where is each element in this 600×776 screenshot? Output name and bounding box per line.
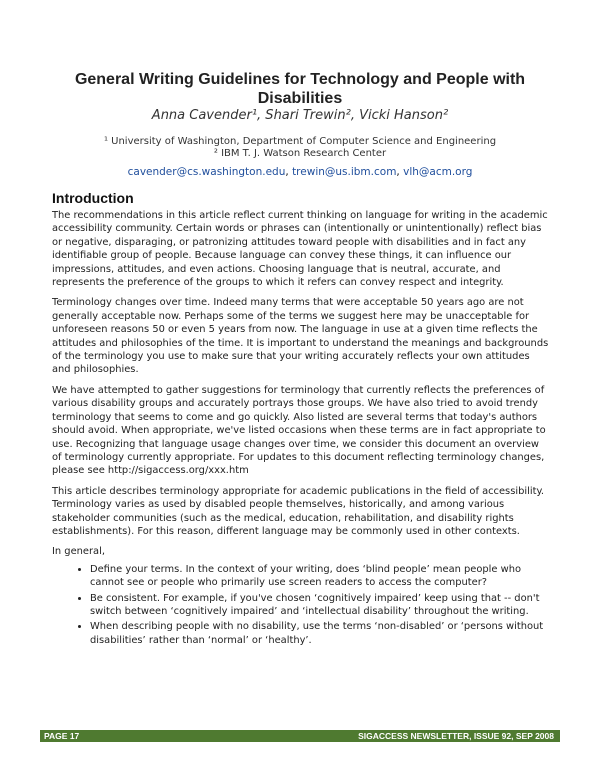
email-link[interactable]: trewin@us.ibm.com — [292, 166, 397, 178]
newsletter-info: SIGACCESS NEWSLETTER, ISSUE 92, SEP 2008 — [358, 731, 554, 741]
paragraph: The recommendations in this article reflect current thinking on language for writing in the academic accessibility community. Certain words or phrases can (intentionally or unintentionally) reflect bias or negative, disparaging, or patronizing attitudes toward people with disabilities and in fact any identifiable group of people. Because language can convey these things, it can influence our impressions, attitudes, and even actions. Choosing language that is neutral, accurate, and represents the preference of the groups to which it refers can convey respect and integrity. — [52, 210, 548, 289]
author-emails: cavender@cs.washington.edu, trewin@us.ibm.com, vlh@acm.org — [127, 166, 473, 178]
author-list: Anna Cavender¹, Shari Trewin², Vicki Hanson² — [151, 108, 449, 123]
paper-title: General Writing Guidelines for Technology and People with Disabilities — [74, 71, 526, 107]
list-item: • When describing people with no disability, use the terms ‘non-disabled’ or ‘persons without disabilities’ rather than ‘normal’ or ‘healthy’. — [90, 620, 550, 647]
paragraph: Terminology changes over time. Indeed many terms that were acceptable 50 years ago are not generally acceptable now. Perhaps some of the terms we suggest here may be unacceptable for unforeseen reasons 50 or even 5 years from now. The language in use at a given time reflects the attitudes and philosophies of the time. It is important to understand the meanings and backgrounds of the terminology you use to make sure that your writing accurately reflects your own attitudes and philosophies. — [52, 297, 549, 376]
list-item: • Be consistent. For example, if you've chosen ‘cognitively impaired’ keep using that -- don't switch between ‘cognitively impaired’ and ‘intellectual disability’ throughout the writing. — [90, 592, 550, 619]
paragraph: In general, — [52, 546, 105, 558]
list-item: • Define your terms. In the context of your writing, does ‘blind people’ mean people who cannot see or people who primarily use screen readers to access the computer? — [90, 563, 550, 590]
paragraph: This article describes terminology appropriate for academic publications in the field of accessibility. Terminology varies as used by disabled people themselves, historically, and among various stakeholder communities (such as the medical, education, rehabilitation, and disability rights establishments). For this reason, different language may be commonly used in other contexts. — [52, 485, 545, 537]
email-link[interactable]: cavender@cs.washington.edu — [127, 166, 286, 178]
affiliation-1: ¹ University of Washington, Department of Computer Science and Engineering — [103, 136, 497, 147]
email-link[interactable]: vlh@acm.org — [403, 166, 473, 178]
section-body — [52, 209, 550, 649]
section-heading: Introduction — [52, 190, 134, 206]
affiliation-2: ² IBM T. J. Watson Research Center — [213, 148, 387, 159]
page-footer — [40, 730, 560, 742]
paragraph: We have attempted to gather suggestions for terminology that currently reflects the preferences of various disability groups and accurately portrays those groups. We have also tried to avoid trendy terminology that seems to come and go quickly. Also listed are several terms that today's authors should avoid. When appropriate, we've listed occasions when these terms are in fact appropriate to use. Recognizing that language usage changes over time, we consider this document an overview of terminology currently appropriate. For updates to this document reflecting terminology changes, please see http://sigaccess.org/xxx.htm — [52, 384, 546, 477]
page-number: PAGE 17 — [44, 731, 80, 741]
bullet-list — [52, 563, 550, 647]
